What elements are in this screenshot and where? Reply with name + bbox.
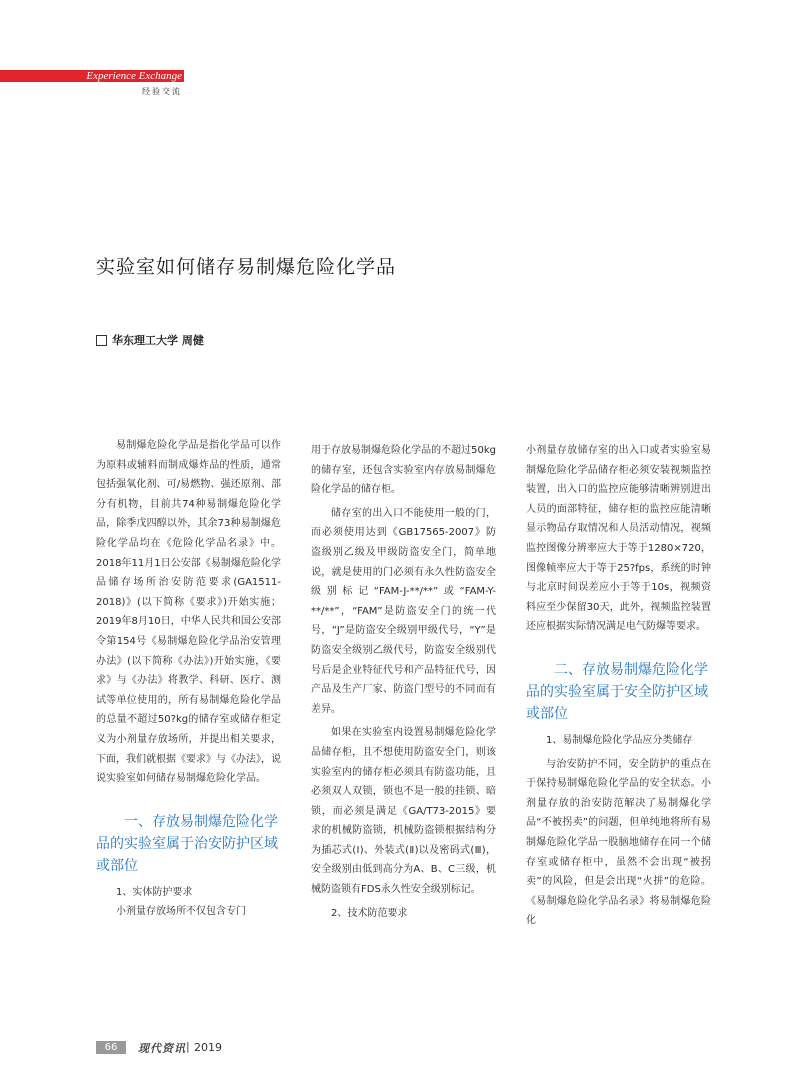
- header-section-en: Experience Exchange: [86, 70, 182, 82]
- page-number: 66: [96, 1041, 126, 1054]
- footer-separator: |: [186, 1040, 190, 1053]
- square-bullet-icon: [96, 335, 107, 346]
- section-heading-line-2: 品的实验室属于治安防护区域或部位: [96, 835, 278, 874]
- author-text: 华东理工大学 周健: [112, 334, 204, 347]
- magazine-logo: 现代资讯: [138, 1042, 186, 1055]
- paragraph: 小剂量存放场所不仅包含专门: [116, 906, 246, 918]
- subheading: 2、技术防范要求: [331, 907, 408, 919]
- section-heading-line-1: 二、存放易制爆危险化学: [554, 661, 708, 678]
- section-heading-line-1: 一、存放易制爆危险化学: [124, 813, 278, 830]
- article-title: 实验室如何储存易制爆危险化学品: [96, 256, 397, 278]
- issue-year: 2019: [194, 1041, 222, 1054]
- paragraph: 储存室的出入口不能使用一般的门，而必须使用达到《GB17565-2007》防盗级别乙级及甲级防盗安全门，简单地说，就是使用的门必须有永久性防盗安全级别标记“FAM-J-**/**”或“FAM-Y-**/**”，“FAM”是防盗安全门的统一代号，“J”是防盗安全级别甲级代号，“Y”是防盗安全级别乙级代号，防盗安全级别代号后是企业特征代号和产品特征代号，因产品及生产厂家、防盗门型号的不同而有差异。: [311, 507, 496, 715]
- paragraph: 小剂量存放储存室的出入口或者实验室易制爆危险化学品储存柜必须安装视频监控装置，出入口的监控应能够清晰辨别进出人员的面部特征，储存柜的监控应能清晰显示物品存取情况和人员活动情况，视频监控图像分辨率应大于等于1280×720，图像帧率应大于等于25?fps，系统的时钟与北京时间误差应小于等于10s，视频资料应至少保留30天，此外，视频监控装置还应根据实际情况满足电气防爆等要求。: [526, 445, 711, 633]
- column-3: [526, 441, 711, 931]
- article-author: [96, 332, 204, 348]
- column-1: [96, 436, 281, 922]
- subheading: 1、实体防护要求: [116, 886, 193, 898]
- paragraph: 与治安防护不同，安全防护的重点在于保持易制爆危险化学品的安全状态。小剂量存放的治安防范解决了易制爆化学品“不被拐卖”的问题，但单纯地将所有易制爆危险化学品一股脑地储存在同一个储存室或储存柜中，虽然不会出现“被拐卖”的风险，但是会出现“火拼”的危险。《易制爆危险化学品名录》将易制爆危险化: [526, 758, 711, 927]
- section-heading-line-2: 品的实验室属于安全防护区域或部位: [526, 683, 708, 722]
- section-heading-2: [526, 659, 711, 725]
- subheading: 1、易制爆危险化学品应分类储存: [546, 734, 693, 746]
- header-section-cn: 经验交流: [142, 87, 182, 96]
- paragraph: 易制爆危险化学品是指化学品可以作为原料或辅料而制成爆炸品的性质，通常包括强氧化剂、可/易燃物、强还原剂、部分有机物，目前共74种易制爆危险化学品，除季戊四醇以外，其余73种易制爆危险化学品均在《危险化学品名录》中。2018年11月1日公安部《易制爆危险化学品储存场所治安防范要求(GA1511-2018)》(以下简称《要求》)开始实施；2019年8月10日，中华人民共和国公安部令第154号《易制爆危险化学品治安管理办法》(以下简称《办法》)开始实施，《要求》与《办法》将教学、科研、医疗、测试等单位使用的，所有易制爆危险化学品的总量不超过50?kg的储存室或储存柜定义为小剂量存放场所，并提出相关要求，下面，我们就根据《要求》与《办法》，说说实验室如何储存易制爆危险化学品。: [96, 440, 281, 785]
- column-2: [311, 441, 496, 923]
- paragraph: 如果在实验室内设置易制爆危险化学品储存柜，且不想使用防盗安全门，则该实验室内的储存柜必须具有防盗功能，且必须双人双锁，锁也不是一般的挂锁、暗锁，而必须是满足《GA/T73-2015》要求的机械防盗锁，机械防盗锁根据结构分为插芯式(Ⅰ)、外装式(Ⅱ)以及密码式(Ⅲ)，安全级别由低到高分为A、B、C三级，机械防盗锁有FDS永久性安全级别标记。: [311, 727, 496, 896]
- paragraph: 用于存放易制爆危险化学品的不超过50kg的储存室，还包含实验室内存放易制爆危险化学品的储存柜。: [311, 445, 496, 496]
- section-heading-1: [96, 811, 281, 877]
